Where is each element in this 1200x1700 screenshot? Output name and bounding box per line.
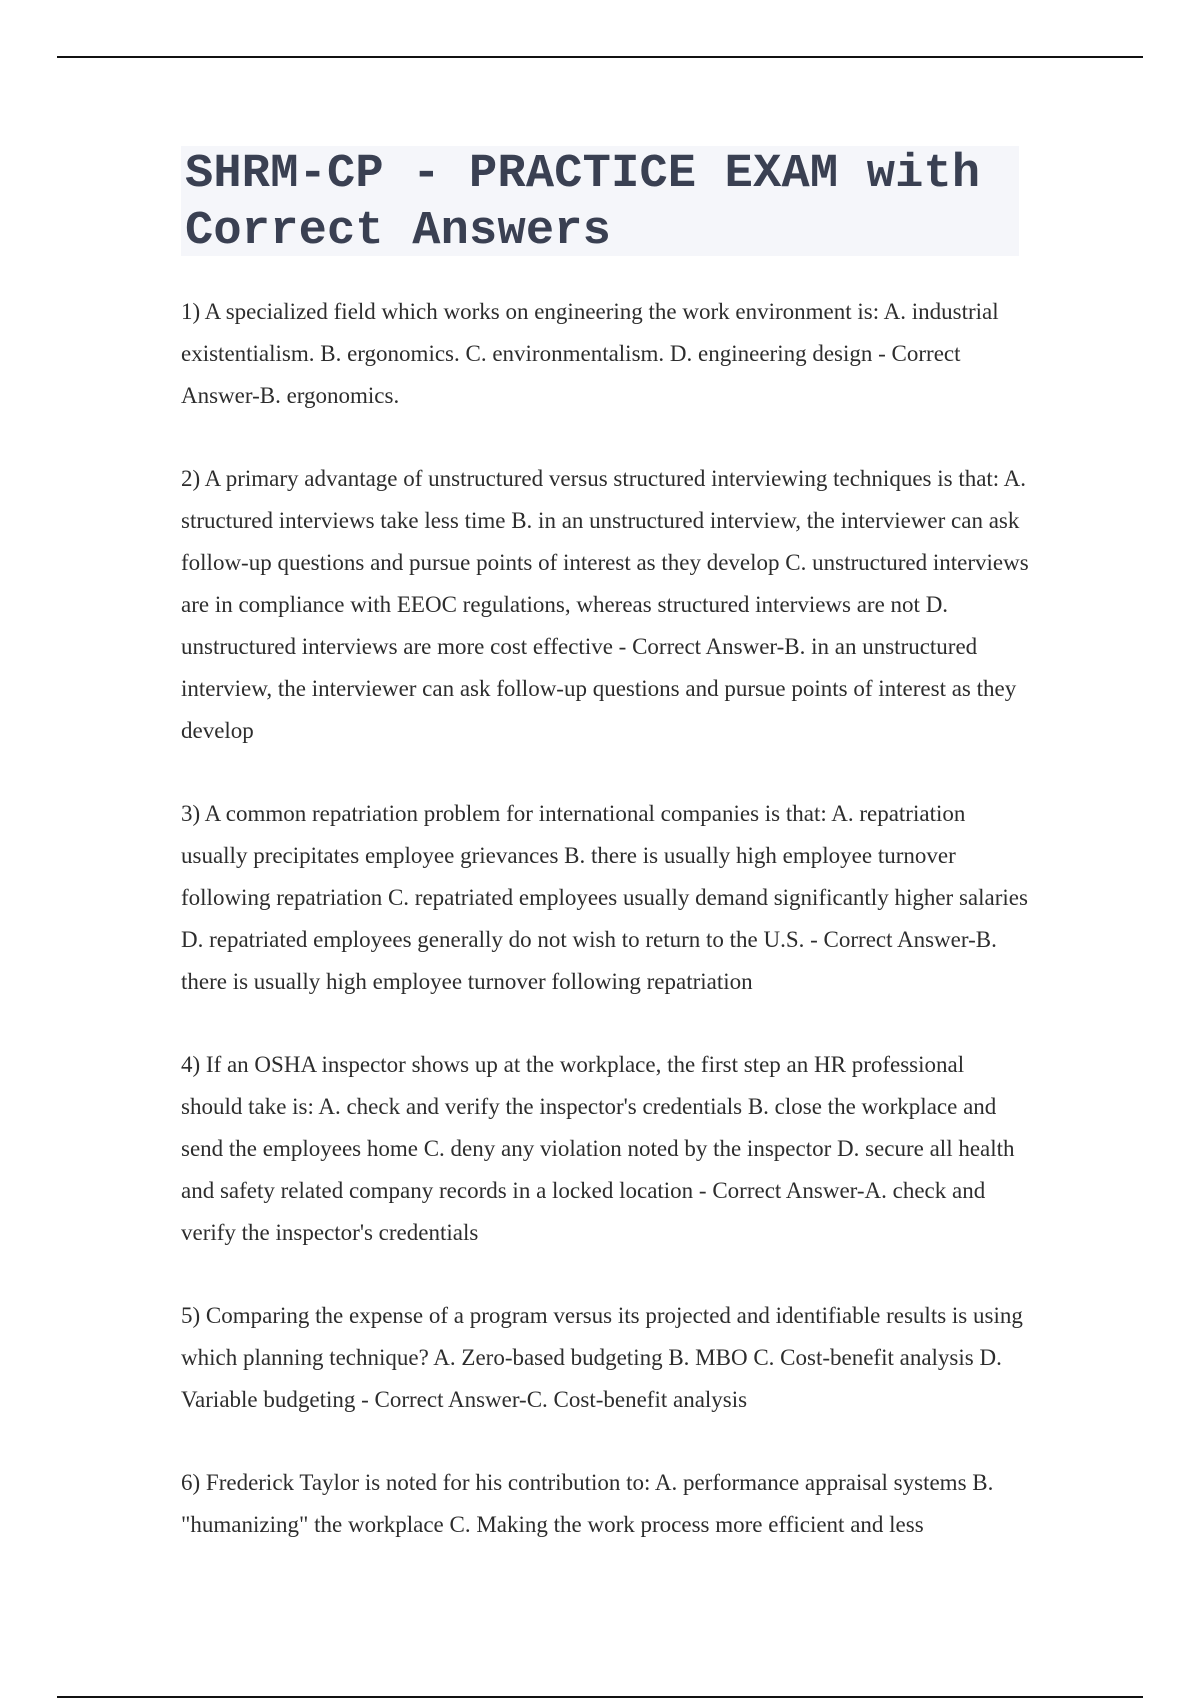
page-title: SHRM-CP - PRACTICE EXAM with Correct Answers (185, 148, 981, 258)
top-divider (57, 56, 1143, 58)
question-1: 1) A specialized field which works on engineering the work environment is: A. industrial existentialism. B. ergonomics. C. environmentalism. D. engineering design - Correct Answer-B. ergonomics. (181, 299, 999, 408)
question-6: 6) Frederick Taylor is noted for his contribution to: A. performance appraisal systems B. "humanizing" the workplace C. Making the work process more efficient and less (181, 1470, 994, 1537)
question-list (181, 291, 1031, 1587)
question-2: 2) A primary advantage of unstructured versus structured interviewing techniques is that: A. structured interviews take less time B. in an unstructured interview, the interviewer can ask follow-up questions and pursue points of interest as they develop C. unstructured interviews are in compliance with EEOC regulations, whereas structured interviews are not D. unstructured interviews are more cost effective - Correct Answer-B. in an unstructured interview, the interviewer can ask follow-up questions and pursue points of interest as they develop (181, 466, 1029, 743)
question-4: 4) If an OSHA inspector shows up at the workplace, the first step an HR professional should take is: A. check and verify the inspector's credentials B. close the workplace and send the employees home C. deny any violation noted by the inspector D. secure all health and safety related company records in a locked location - Correct Answer-A. check and verify the inspector's credentials (181, 1052, 1015, 1245)
question-5: 5) Comparing the expense of a program versus its projected and identifiable results is using which planning technique? A. Zero-based budgeting B. MBO C. Cost-benefit analysis D. Variable budgeting - Correct Answer-C. Cost-benefit analysis (181, 1303, 1023, 1412)
bottom-divider (57, 1696, 1143, 1698)
question-3: 3) A common repatriation problem for international companies is that: A. repatriation usually precipitates employee grievances B. there is usually high employee turnover following repatriation C. repatriated employees usually demand significantly higher salaries D. repatriated employees generally do not wish to return to the U.S. - Correct Answer-B. there is usually high employee turnover following repatriation (181, 801, 1028, 994)
title-block (181, 146, 1019, 256)
